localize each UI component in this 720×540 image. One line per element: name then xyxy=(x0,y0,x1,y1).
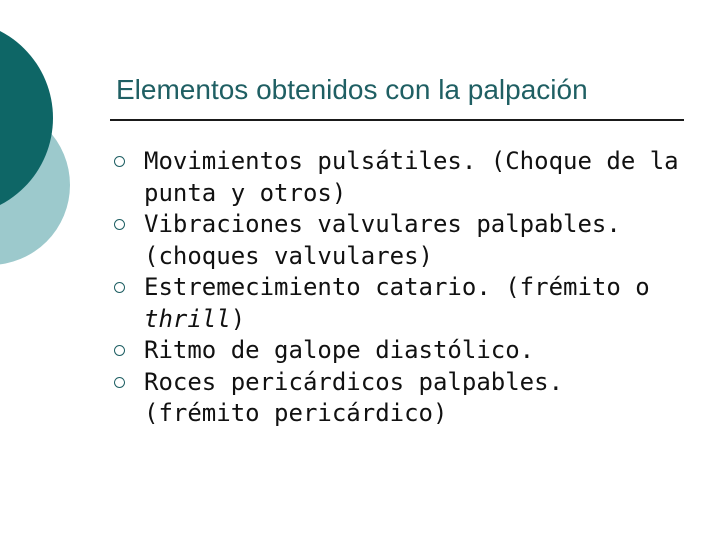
slide-title: Elementos obtenidos con la palpación xyxy=(116,74,588,105)
bullet-text: Roces pericárdicos palpables. (frémito pericárdico) xyxy=(144,367,564,427)
bullet-item xyxy=(114,146,684,209)
bullet-item xyxy=(114,209,684,272)
bullet-item xyxy=(114,367,684,430)
bullet-list xyxy=(114,146,684,430)
bullet-item xyxy=(114,272,684,335)
bullet-circle-icon xyxy=(114,377,125,388)
bullet-text-prefix: Estremecimiento catario. (frémito o xyxy=(144,273,650,301)
bullet-text: Vibraciones valvulares palpables. (choques valvulares) xyxy=(144,210,621,270)
decorative-circles xyxy=(0,0,120,300)
bullet-text: Ritmo de galope diastólico. xyxy=(144,336,535,364)
bullet-text: Movimientos pulsátiles. (Choque de la punta y otros) xyxy=(144,147,679,207)
title-underline xyxy=(110,119,684,121)
bullet-circle-icon xyxy=(114,156,125,167)
bullet-circle-icon xyxy=(114,219,125,230)
bullet-circle-icon xyxy=(114,282,125,293)
bullet-circle-icon xyxy=(114,345,125,356)
bullet-item xyxy=(114,335,684,367)
bullet-text-italic: thrill xyxy=(144,304,231,333)
bullet-text-suffix: ) xyxy=(230,304,246,333)
